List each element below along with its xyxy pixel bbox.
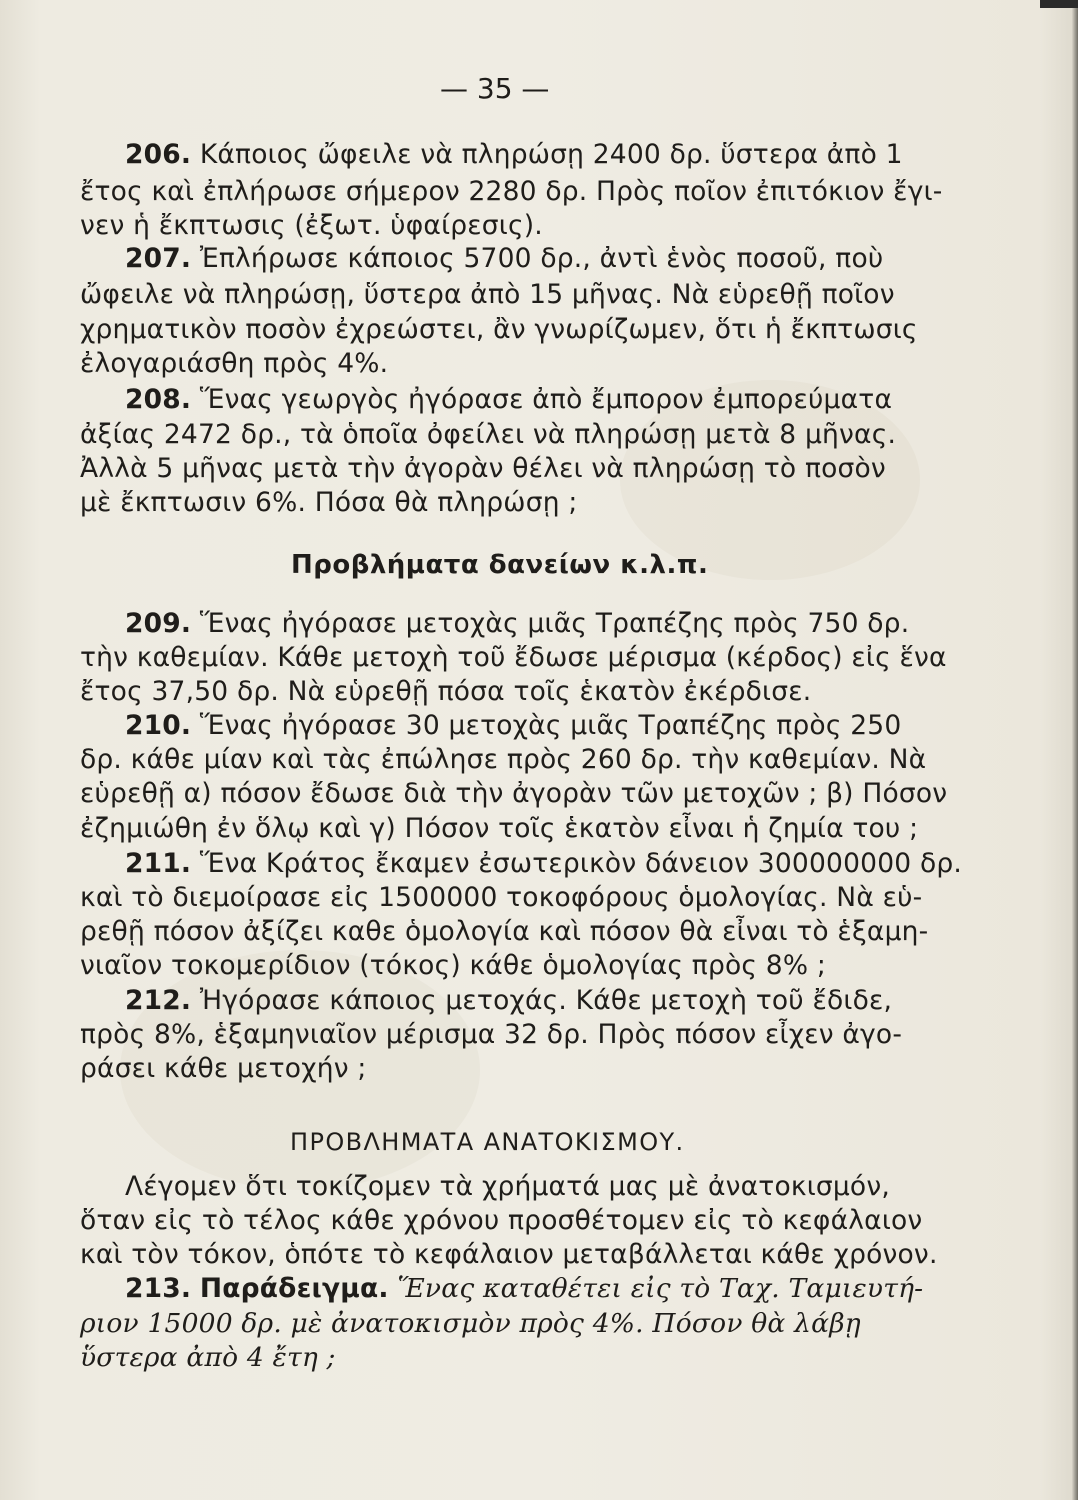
problem-212-line-1: 212. Ἠγόρασε κάποιος μετοχάς. Κάθε μετοχὴ τοῦ ἔδιδε, <box>125 985 893 1016</box>
problem-210-line-1: 210. Ἕνας ἠγόρασε 30 μετοχὰς μιᾶς Τραπέζης πρὸς 250 <box>125 710 902 741</box>
problem-210-line-4: ἐζημιώθη ἐν ὅλῳ καὶ γ) Πόσον τοῖς ἑκατὸν εἶναι ἡ ζημία του ; <box>80 813 919 844</box>
problem-208-line-2: ἀξίας 2472 δρ., τὰ ὁποῖα ὀφείλει νὰ πληρώσῃ μετὰ 8 μῆνας. <box>80 419 897 450</box>
problem-208-line-1: 208. Ἕνας γεωργὸς ἠγόρασε ἀπὸ ἔμπορον ἐμπορεύματα <box>125 384 893 415</box>
problem-207-line-2: ὤφειλε νὰ πληρώσῃ, ὕστερα ἀπὸ 15 μῆνας. Νὰ εὑρεθῇ ποῖον <box>80 279 895 310</box>
problem-number: 212. <box>125 985 192 1016</box>
problem-213-line-2: ριον 15000 δρ. μὲ ἀνατοκισμὸν πρὸς 4%. Πόσον θὰ λάβῃ <box>80 1308 861 1339</box>
problem-207-line-1: 207. Ἐπλήρωσε κάποιος 5700 δρ., ἀντὶ ἑνὸς ποσοῦ, ποὺ <box>125 243 884 274</box>
problem-number: 207. <box>125 243 192 274</box>
problem-208-line-3: Ἀλλὰ 5 μῆνας μετὰ τὴν ἀγορὰν θέλει νὰ πληρώσῃ τὸ ποσὸν <box>80 453 886 484</box>
problem-207-line-4: ἐλογαριάσθη πρὸς 4%. <box>80 348 389 379</box>
problem-209-line-3: ἔτος 37,50 δρ. Νὰ εὑρεθῇ πόσα τοῖς ἑκατὸν ἐκέρδισε. <box>80 676 812 707</box>
problem-number: 213. <box>125 1273 192 1304</box>
problem-211-line-1: 211. Ἕνα Κράτος ἔκαμεν ἐσωτερικὸν δάνειον 300000000 δρ. <box>125 848 962 879</box>
problem-number: 208. <box>125 384 192 415</box>
intro-line-2: ὅταν εἰς τὸ τέλος κάθε χρόνου προσθέτομεν εἰς τὸ κεφάλαιον <box>80 1205 923 1236</box>
section-heading-compound-interest: ΠΡΟΒΛΗΜΑΤΑ ΑΝΑΤΟΚΙΣΜΟΥ. <box>290 1128 685 1156</box>
page-edge-shadow <box>1072 0 1078 1500</box>
problem-number: 209. <box>125 608 192 639</box>
page-corner-mark <box>1040 0 1078 8</box>
problem-213-line-3: ὕστερα ἀπὸ 4 ἔτη ; <box>80 1342 336 1373</box>
problem-number: 210. <box>125 710 192 741</box>
problem-210-line-2: δρ. κάθε μίαν καὶ τὰς ἐπώλησε πρὸς 260 δρ. τὴν καθεμίαν. Νὰ <box>80 744 927 775</box>
problem-211-line-4: νιαῖον τοκομερίδιον (τόκος) κάθε ὁμολογίας πρὸς 8% ; <box>80 950 826 981</box>
problem-206-line-3: νεν ἡ ἔκπτωσις (ἐξωτ. ὑφαίρεσις). <box>80 210 543 241</box>
page-number: — 35 — <box>440 72 550 105</box>
problem-212-line-2: πρὸς 8%, ἑξαμηνιαῖον μέρισμα 32 δρ. Πρὸς πόσον εἶχεν ἀγο- <box>80 1019 903 1050</box>
problem-number: 211. <box>125 848 192 879</box>
problem-209-line-1: 209. Ἕνας ἠγόρασε μετοχὰς μιᾶς Τραπέζης πρὸς 750 δρ. <box>125 608 910 639</box>
problem-210-line-3: εὑρεθῇ α) πόσον ἔδωσε διὰ τὴν ἀγορὰν τῶν μετοχῶν ; β) Πόσον <box>80 778 948 809</box>
problem-213-line-1: 213. Παράδειγμα. Ἕνας καταθέτει εἰς τὸ Ταχ. Ταμιευτή- <box>125 1273 924 1304</box>
example-label: Παράδειγμα. <box>199 1273 389 1304</box>
problem-212-line-3: ράσει κάθε μετοχήν ; <box>80 1053 367 1084</box>
intro-line-1: Λέγομεν ὅτι τοκίζομεν τὰ χρήματά μας μὲ ἀνατοκισμόν, <box>125 1171 890 1202</box>
section-heading-loans: Προβλήματα δανείων κ.λ.π. <box>291 550 709 580</box>
problem-211-line-3: ρεθῇ πόσον ἀξίζει καθε ὁμολογία καὶ πόσον θὰ εἶναι τὸ ἑξαμη- <box>80 916 929 947</box>
problem-206-line-1: 206. Κάποιος ὤφειλε νὰ πληρώσῃ 2400 δρ. ὕστερα ἀπὸ 1 <box>125 139 903 170</box>
intro-line-3: καὶ τὸν τόκον, ὁπότε τὸ κεφάλαιον μεταβάλλεται κάθε χρόνον. <box>80 1239 938 1270</box>
problem-208-line-4: μὲ ἔκπτωσιν 6%. Πόσα θὰ πληρώσῃ ; <box>80 487 578 518</box>
problem-206-line-2: ἔτος καὶ ἐπλήρωσε σήμερον 2280 δρ. Πρὸς ποῖον ἐπιτόκιον ἔγι- <box>80 176 943 207</box>
problem-211-line-2: καὶ τὸ διεμοίρασε εἰς 1500000 τοκοφόρους ὁμολογίας. Νὰ εὑ- <box>80 882 923 913</box>
problem-209-line-2: τὴν καθεμίαν. Κάθε μετοχὴ τοῦ ἔδωσε μέρισμα (κέρδος) εἰς ἕνα <box>80 642 947 673</box>
problem-number: 206. <box>125 139 192 170</box>
problem-207-line-3: χρηματικὸν ποσὸν ἐχρεώστει, ἂν γνωρίζωμεν, ὅτι ἡ ἔκπτωσις <box>80 314 918 345</box>
